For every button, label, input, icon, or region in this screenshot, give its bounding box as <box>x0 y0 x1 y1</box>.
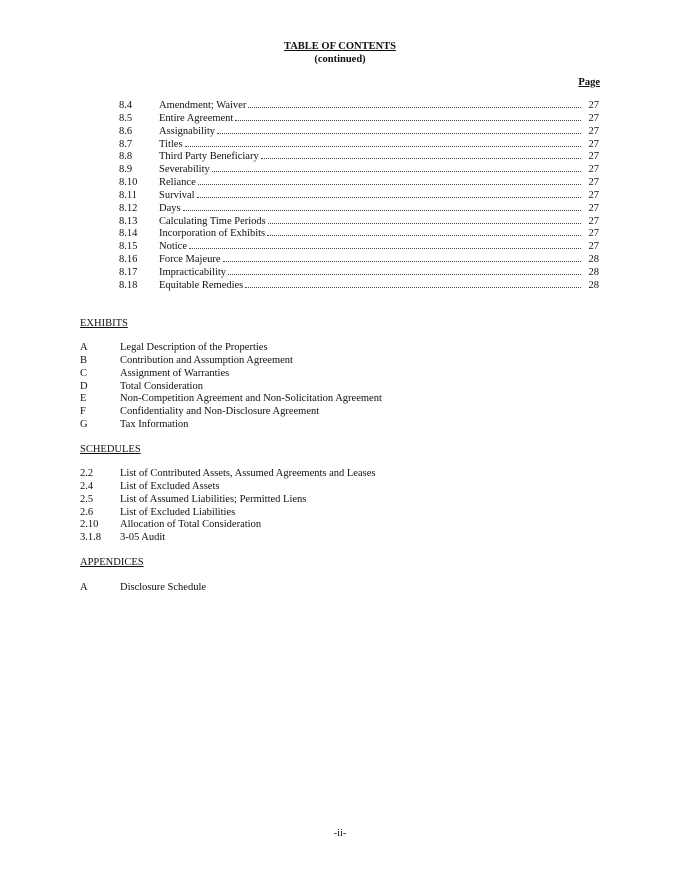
toc-entry-page: 27 <box>588 100 599 111</box>
toc-list <box>119 99 599 292</box>
toc-entry[interactable] <box>119 138 599 151</box>
page-subtitle: (continued) <box>314 54 366 65</box>
toc-entry[interactable] <box>119 240 599 253</box>
toc-entry-page: 27 <box>588 202 599 214</box>
toc-entry-title: Severability <box>159 164 210 176</box>
list-item <box>80 582 480 595</box>
toc-entry-title: Equitable Remedies <box>159 279 244 291</box>
list-item <box>80 481 480 494</box>
toc-dot-leader <box>198 176 581 185</box>
toc-dot-leader <box>217 125 581 134</box>
list-item-key: C <box>80 367 88 379</box>
list-item <box>80 368 480 381</box>
list-item-key: G <box>80 419 88 431</box>
toc-entry-number: 8.6 <box>119 125 133 137</box>
list-item-key: 2.10 <box>80 519 99 531</box>
list-item-label: Total Consideration <box>120 380 203 392</box>
list-item-key: 2.2 <box>80 468 94 479</box>
toc-entry[interactable] <box>119 189 599 202</box>
toc-entry-title: Entire Agreement <box>159 112 234 124</box>
list-item-label: Allocation of Total Consideration <box>120 519 262 531</box>
toc-header <box>0 40 680 66</box>
list-item <box>80 519 480 532</box>
toc-entry-number: 8.5 <box>119 112 133 124</box>
list-item <box>80 494 480 507</box>
toc-entry-number: 8.10 <box>119 177 138 189</box>
toc-entry-number: 8.7 <box>119 138 133 150</box>
toc-entry-title: Assignability <box>159 125 216 137</box>
toc-entry-title: Calculating Time Periods <box>159 215 266 227</box>
list-item-label: Assignment of Warranties <box>120 367 230 379</box>
toc-entry-page: 27 <box>588 228 599 240</box>
toc-entry-number: 8.18 <box>119 279 138 291</box>
list-item <box>80 342 480 355</box>
appendices-list <box>80 582 480 595</box>
toc-dot-leader <box>268 215 581 224</box>
toc-dot-leader <box>185 138 581 147</box>
toc-entry-page: 27 <box>588 189 599 201</box>
toc-entry[interactable] <box>119 125 599 138</box>
toc-dot-leader <box>248 99 581 108</box>
list-item <box>80 419 480 432</box>
list-item <box>80 381 480 394</box>
toc-entry[interactable] <box>119 253 599 266</box>
toc-entry-number: 8.15 <box>119 241 138 253</box>
list-item <box>80 468 480 481</box>
toc-entry[interactable] <box>119 150 599 163</box>
toc-entry-number: 8.11 <box>119 189 137 201</box>
list-item-label: Confidentiality and Non-Disclosure Agreement <box>120 406 320 418</box>
toc-entry-page: 27 <box>588 241 599 253</box>
list-item-label: List of Assumed Liabilities; Permitted Liens <box>120 493 307 505</box>
list-item-key: D <box>80 380 88 392</box>
toc-entry-page: 27 <box>588 177 599 189</box>
toc-entry-title: Notice <box>159 241 187 253</box>
toc-entry-title: Impracticability <box>159 266 227 278</box>
toc-entry-page: 27 <box>588 164 599 176</box>
toc-entry-number: 8.12 <box>119 202 138 214</box>
toc-entry-title: Force Majeure <box>159 254 221 266</box>
list-item-label: List of Contributed Assets, Assumed Agreements and Leases <box>120 468 376 479</box>
exhibits-list <box>80 342 480 432</box>
toc-entry[interactable] <box>119 279 599 292</box>
toc-entry-number: 8.16 <box>119 254 138 266</box>
toc-entry[interactable] <box>119 266 599 279</box>
toc-entry-title: Reliance <box>159 177 196 189</box>
list-item-key: 2.6 <box>80 506 94 518</box>
toc-entry-page: 27 <box>588 151 599 163</box>
list-item-label: 3-05 Audit <box>120 532 166 544</box>
toc-dot-leader <box>189 240 581 249</box>
page-number: -ii- <box>333 828 347 839</box>
toc-dot-leader <box>223 253 581 262</box>
toc-entry[interactable] <box>119 227 599 240</box>
list-item-key: 3.1.8 <box>80 532 101 544</box>
appendices-heading: APPENDICES <box>80 557 144 568</box>
list-item-label: Legal Description of the Properties <box>120 342 268 353</box>
toc-entry-page: 27 <box>588 215 599 227</box>
toc-entry[interactable] <box>119 99 599 112</box>
toc-dot-leader <box>235 112 581 121</box>
toc-dot-leader <box>197 189 581 198</box>
toc-entry-number: 8.8 <box>119 151 133 163</box>
list-item-label: Contribution and Assumption Agreement <box>120 354 293 366</box>
list-item-key: F <box>80 406 86 418</box>
list-item <box>80 532 480 545</box>
schedules-heading: SCHEDULES <box>80 444 141 455</box>
list-item-label: Tax Information <box>120 419 189 431</box>
toc-entry-number: 8.4 <box>119 100 133 111</box>
toc-entry-number: 8.13 <box>119 215 138 227</box>
toc-dot-leader <box>183 202 581 211</box>
toc-dot-leader <box>245 279 581 288</box>
toc-entry[interactable] <box>119 202 599 215</box>
toc-entry-page: 28 <box>588 279 599 291</box>
toc-entry[interactable] <box>119 163 599 176</box>
list-item-label: List of Excluded Assets <box>120 480 220 492</box>
toc-entry-title: Third Party Beneficiary <box>159 151 259 163</box>
toc-entry-page: 27 <box>588 112 599 124</box>
list-item-key: A <box>80 342 88 353</box>
schedules-list <box>80 468 480 545</box>
toc-entry-number: 8.9 <box>119 164 133 176</box>
toc-dot-leader <box>228 266 581 275</box>
toc-entry[interactable] <box>119 215 599 228</box>
toc-entry-title: Titles <box>159 138 183 150</box>
toc-dot-leader <box>267 227 581 236</box>
toc-entry-page: 28 <box>588 266 599 278</box>
page-column-label: Page <box>578 77 600 88</box>
toc-dot-leader <box>212 163 581 172</box>
list-item-label: List of Excluded Liabilities <box>120 506 236 518</box>
toc-dot-leader <box>261 150 581 159</box>
list-item-key: B <box>80 354 88 366</box>
list-item <box>80 393 480 406</box>
list-item-key: A <box>80 582 88 593</box>
toc-entry-page: 27 <box>588 125 599 137</box>
list-item <box>80 406 480 419</box>
toc-entry-title: Amendment; Waiver <box>159 100 247 111</box>
toc-entry-number: 8.14 <box>119 228 138 240</box>
list-item <box>80 355 480 368</box>
toc-entry-title: Days <box>159 202 181 214</box>
list-item-key: 2.5 <box>80 493 94 505</box>
list-item <box>80 507 480 520</box>
list-item-label: Non-Competition Agreement and Non-Solicitation Agreement <box>120 393 382 405</box>
toc-entry-page: 28 <box>588 254 599 266</box>
list-item-label: Disclosure Schedule <box>120 582 207 593</box>
toc-entry-number: 8.17 <box>119 266 138 278</box>
page-title: TABLE OF CONTENTS <box>283 41 397 52</box>
toc-entry[interactable] <box>119 176 599 189</box>
toc-entry-title: Survival <box>159 189 195 201</box>
list-item-key: E <box>80 393 87 405</box>
toc-entry-title: Incorporation of Exhibits <box>159 228 266 240</box>
toc-entry[interactable] <box>119 112 599 125</box>
exhibits-heading: EXHIBITS <box>80 318 128 329</box>
toc-entry-page: 27 <box>588 138 599 150</box>
list-item-key: 2.4 <box>80 480 94 492</box>
